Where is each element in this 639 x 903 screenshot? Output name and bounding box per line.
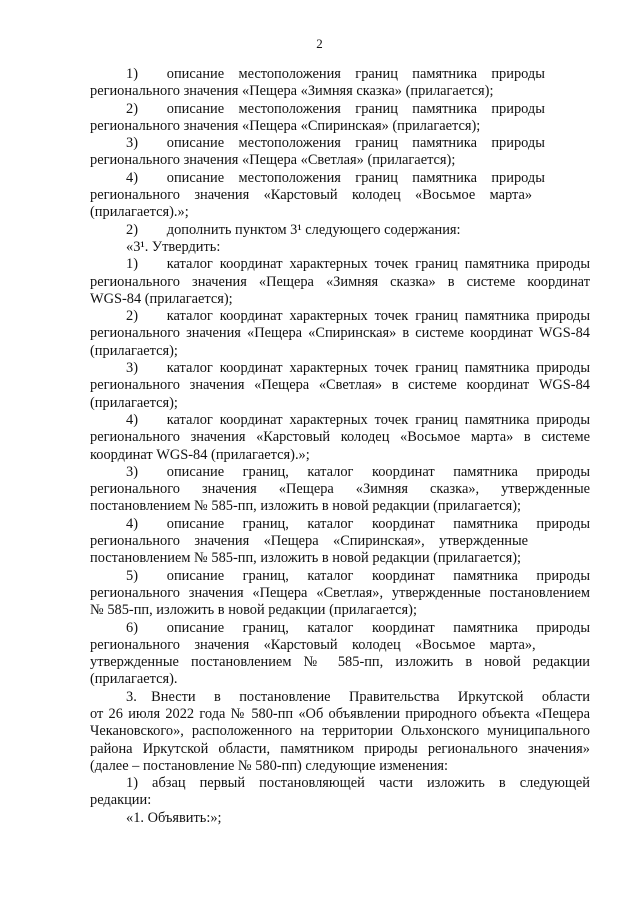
text-line: 3) описание местоположения границ памятника природы [126, 135, 545, 152]
text-line: района Иркутской области, памятником природы регионального значения» [90, 740, 590, 757]
text-line: регионального значения «Пещера «Светлая», утвержденные постановлением [90, 584, 590, 601]
text-line: 3) каталог координат характерных точек границ памятника природы [126, 360, 590, 377]
text-line: 4) описание границ, каталог координат памятника природы [126, 515, 590, 532]
text-line: 2) каталог координат характерных точек границ памятника природы [126, 308, 590, 325]
text-line: регионального значения «Пещера «Зимняя сказка», утвержденные [90, 481, 590, 498]
text-line: 5) описание границ, каталог координат памятника природы [126, 567, 590, 584]
text-line: регионального значения «Карстовый колодец «Восьмое марта», [90, 636, 536, 653]
text-line: редакции: [90, 792, 152, 809]
text-line: 2) дополнить пунктом 3¹ следующего содержания: [126, 221, 461, 238]
text-line: утвержденные постановлением № 585-пп, изложить в новой редакции [90, 654, 590, 671]
text-line: 4) каталог координат характерных точек границ памятника природы [126, 411, 590, 428]
text-line: постановлением № 585-пп, изложить в новой редакции (прилагается); [90, 550, 522, 567]
text-line: «3¹. Утвердить: [126, 238, 221, 255]
text-line: регионального значения «Карстовый колодец «Восьмое марта» в системе [90, 429, 590, 446]
text-line: (далее – постановление № 580-пп) следующие изменения: [90, 757, 449, 774]
text-line: (прилагается); [90, 342, 178, 359]
text-line: 1) каталог координат характерных точек границ памятника природы [126, 256, 590, 273]
text-line: (прилагается). [90, 671, 178, 688]
text-line: WGS-84 (прилагается); [90, 290, 233, 307]
text-line: регионального значения «Карстовый колодец «Восьмое марта» [90, 187, 533, 204]
text-line: Чекановского», расположенного на территории Ольхонского муниципального [90, 723, 590, 740]
text-line: (прилагается).»; [90, 204, 189, 221]
text-line: (прилагается); [90, 394, 178, 411]
text-line: регионального значения «Пещера «Зимняя сказка» (прилагается); [90, 83, 494, 100]
text-line: 1) абзац первый постановляющей части изложить в следующей [126, 775, 590, 792]
text-line: 3. Внести в постановление Правительства Иркутской области [126, 688, 590, 705]
text-line: 3) описание границ, каталог координат памятника природы [126, 463, 590, 480]
page-number: 2 [316, 36, 323, 51]
text-line: 1) описание местоположения границ памятника природы [126, 66, 545, 82]
text-line: «1. Объявить:»; [126, 809, 222, 826]
text-line: № 585-пп, изложить в новой редакции (прилагается); [90, 602, 417, 619]
text-line: регионального значения «Пещера «Светлая» в системе координат WGS-84 [90, 377, 590, 394]
document-body [90, 66, 590, 827]
text-line: регионального значения «Пещера «Светлая» (прилагается); [90, 152, 456, 169]
text-line: регионального значения «Пещера «Зимняя сказка» в системе координат [90, 273, 590, 290]
text-line: регионального значения «Пещера «Спиринская» в системе координат WGS-84 [90, 325, 590, 342]
text-line: координат WGS-84 (прилагается).»; [90, 446, 310, 463]
text-line: постановлением № 585-пп, изложить в новой редакции (прилагается); [90, 498, 522, 515]
text-line: 6) описание границ, каталог координат памятника природы [126, 619, 590, 636]
text-line: регионального значения «Пещера «Спиринская» (прилагается); [90, 117, 481, 134]
text-line: 4) описание местоположения границ памятника природы [126, 169, 545, 186]
text-line: от 26 июля 2022 года № 580-пп «Об объявлении природного объекта «Пещера [90, 705, 590, 722]
text-line: регионального значения «Пещера «Спиринская», утвержденные [90, 533, 529, 550]
text-line: 2) описание местоположения границ памятника природы [126, 100, 545, 117]
